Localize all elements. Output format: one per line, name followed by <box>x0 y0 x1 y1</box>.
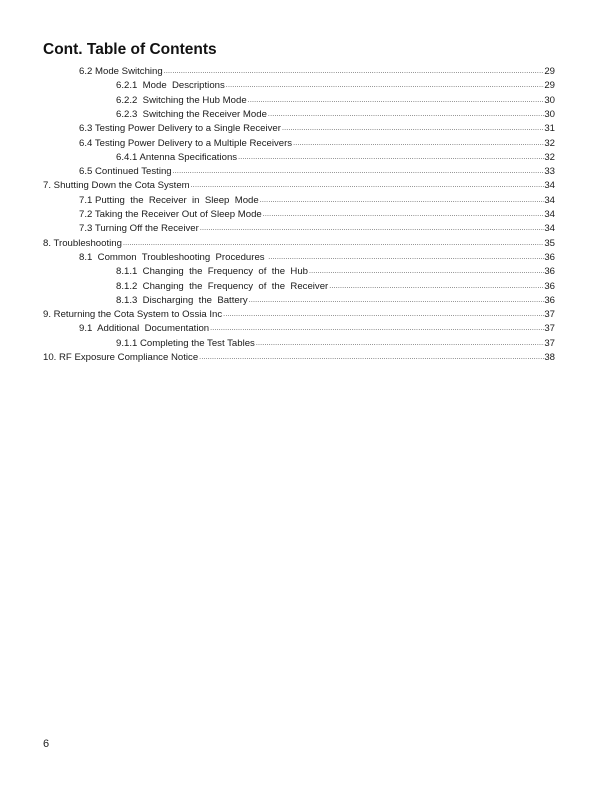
toc-entry-label: 7.1 Putting the Receiver in Sleep Mode <box>79 194 259 206</box>
toc-entry-label: 7.2 Taking the Receiver Out of Sleep Mode <box>79 209 262 220</box>
dot-leader <box>199 353 544 363</box>
toc-entry-label: 6.3 Testing Power Delivery to a Single Receiver <box>79 123 281 135</box>
toc-entry[interactable] <box>116 77 555 91</box>
dot-leader <box>260 196 545 206</box>
dot-leader <box>248 96 545 106</box>
toc-entry[interactable] <box>79 220 555 234</box>
toc-entry-label: 8.1.3 Discharging the Battery <box>116 294 248 306</box>
toc-entry-page: 30 <box>544 108 555 120</box>
toc-entry[interactable] <box>116 335 555 349</box>
toc-entry-label: 6.2.2 Switching the Hub Mode <box>116 94 247 106</box>
toc-entry[interactable] <box>116 106 555 120</box>
toc-entry-page: 36 <box>544 294 555 306</box>
toc-entry-page: 37 <box>544 323 555 335</box>
toc-entry[interactable] <box>79 120 555 134</box>
toc-entry-page: 33 <box>544 166 555 178</box>
toc-entry-page: 32 <box>544 151 555 163</box>
toc-entry-label: 8.1.1 Changing the Frequency of the Hub <box>116 266 308 278</box>
toc-entry[interactable] <box>79 192 555 206</box>
toc-entry-label: 9.1.1 Completing the Test Tables <box>116 337 255 349</box>
toc-entry-page: 38 <box>544 352 555 363</box>
dot-leader <box>173 167 545 177</box>
toc-entry[interactable] <box>116 263 555 277</box>
dot-leader <box>238 153 544 163</box>
toc-entry-label: 6.2.1 Mode Descriptions <box>116 80 225 92</box>
toc-entry-page: 37 <box>544 337 555 349</box>
toc-entry[interactable] <box>116 92 555 106</box>
toc-entry-label: 10. RF Exposure Compliance Notice <box>43 352 199 363</box>
toc-entry-label: 6.4.1 Antenna Specifications <box>116 151 238 163</box>
dot-leader <box>200 224 545 234</box>
dot-leader <box>282 124 544 134</box>
toc-entry-page: 34 <box>544 194 555 206</box>
toc-entry[interactable] <box>116 278 555 292</box>
dot-leader <box>226 81 545 91</box>
dot-leader <box>293 139 544 149</box>
toc-entry-page: 37 <box>544 309 555 321</box>
toc-entry-page: 36 <box>544 266 555 278</box>
dot-leader <box>249 296 545 306</box>
toc-entry[interactable] <box>79 163 555 177</box>
dot-leader <box>329 282 544 292</box>
dot-leader <box>210 324 544 334</box>
toc-entry[interactable] <box>79 63 555 77</box>
toc-entry-label: 7. Shutting Down the Cota System <box>43 180 190 192</box>
toc-entry[interactable] <box>79 249 555 263</box>
toc-entry[interactable] <box>43 235 555 249</box>
toc-entry[interactable] <box>79 135 555 149</box>
toc-entry-page: 29 <box>544 80 555 92</box>
dot-leader <box>191 181 545 191</box>
toc-entry-page: 35 <box>544 237 555 249</box>
toc-entry[interactable] <box>43 177 555 191</box>
toc-entry-label: 9. Returning the Cota System to Ossia Inc <box>43 309 223 321</box>
toc-entry-label: 6.5 Continued Testing <box>79 166 172 178</box>
page-title: Cont. Table of Contents <box>43 41 217 58</box>
toc-entry-page: 30 <box>544 94 555 106</box>
toc-entry[interactable] <box>43 306 555 320</box>
toc-entry-page: 29 <box>544 66 555 77</box>
dot-leader <box>263 210 545 220</box>
toc-entry-label: 8.1.2 Changing the Frequency of the Receiver <box>116 280 329 292</box>
toc-entry-page: 32 <box>544 137 555 149</box>
toc-entry-page: 34 <box>544 180 555 192</box>
page-number: 6 <box>43 738 50 750</box>
toc-entry-label: 6.4 Testing Power Delivery to a Multiple Receivers <box>79 137 293 149</box>
dot-leader <box>256 339 544 349</box>
toc-entry[interactable] <box>43 349 555 363</box>
toc-entry[interactable] <box>116 292 555 306</box>
dot-leader <box>309 267 544 277</box>
toc-entry-label: 6.2 Mode Switching <box>79 66 163 77</box>
dot-leader <box>268 110 544 120</box>
toc-entry[interactable] <box>79 320 555 334</box>
dot-leader <box>223 310 544 320</box>
toc-entry-page: 36 <box>544 251 555 263</box>
toc-entry[interactable] <box>116 149 555 163</box>
toc-entry-label: 6.2.3 Switching the Receiver Mode <box>116 108 267 120</box>
toc-entry-page: 36 <box>544 280 555 292</box>
toc-entry-label: 7.3 Turning Off the Receiver <box>79 223 199 235</box>
toc-entry-page: 34 <box>544 209 555 220</box>
toc-entry-page: 31 <box>544 123 555 135</box>
toc-entry-label: 8.1 Common Troubleshooting Procedures <box>79 251 268 263</box>
toc-entry-page: 34 <box>544 223 555 235</box>
toc-entry[interactable] <box>79 206 555 220</box>
dot-leader <box>164 67 545 77</box>
dot-leader <box>123 239 544 249</box>
dot-leader <box>268 253 544 263</box>
toc-entry-label: 9.1 Additional Documentation <box>79 323 210 335</box>
toc-entry-label: 8. Troubleshooting <box>43 237 122 249</box>
